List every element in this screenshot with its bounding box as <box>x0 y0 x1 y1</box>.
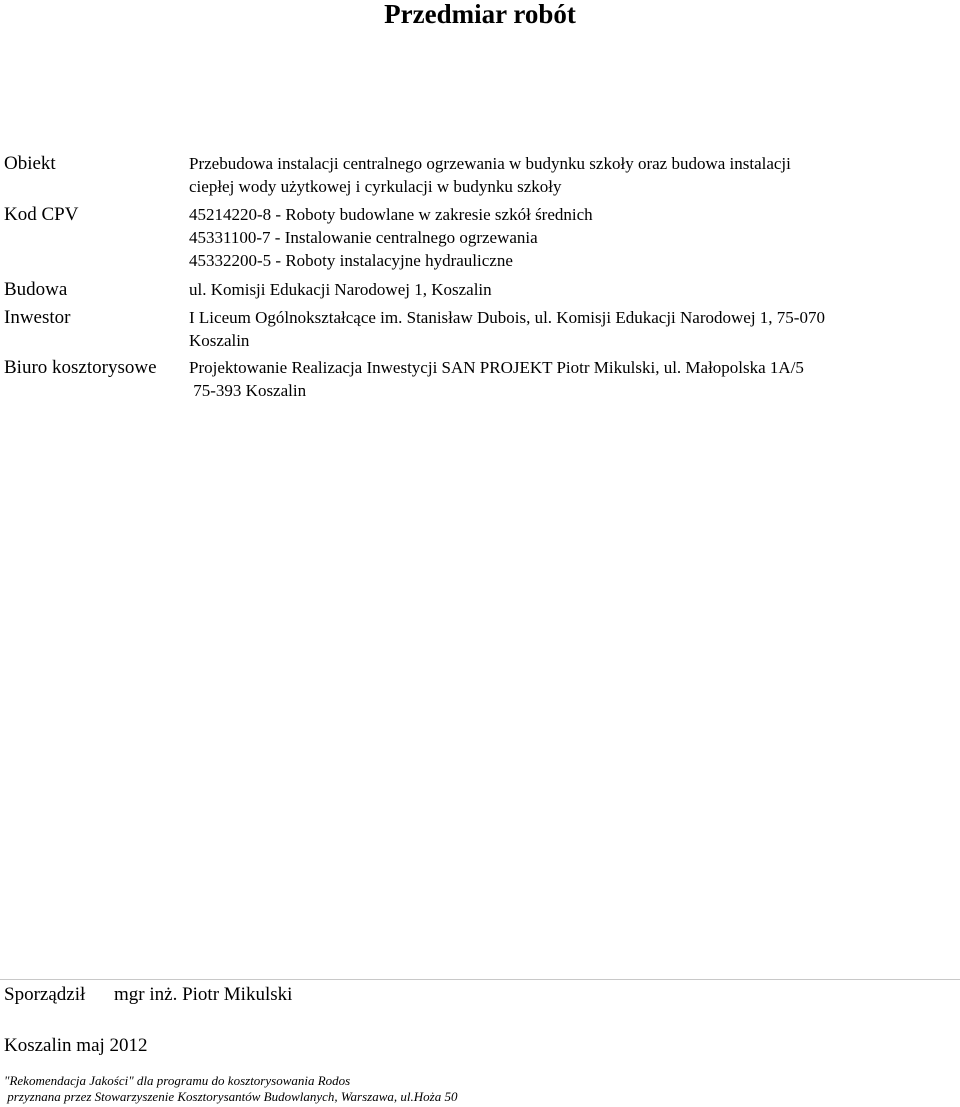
place-date: Koszalin maj 2012 <box>4 1035 148 1056</box>
field-label-inwestor: Inwestor <box>4 307 71 328</box>
field-value-line: 45332200-5 - Roboty instalacyjne hydrauliczne <box>189 251 513 270</box>
field-value-line: I Liceum Ogólnokształcące im. Stanisław Dubois, ul. Komisji Edukacji Narodowej 1, 75-070 <box>189 308 825 327</box>
signature-label: Sporządził <box>4 984 86 1005</box>
field-value-kod-cpv <box>189 203 593 272</box>
field-value-line: ul. Komisji Edukacji Narodowej 1, Koszalin <box>189 280 492 299</box>
signature-value: mgr inż. Piotr Mikulski <box>114 984 293 1005</box>
field-value-line: Koszalin <box>189 331 250 350</box>
footer-line-2: przyznana przez Stowarzyszenie Kosztorysantów Budowlanych, Warszawa, ul.Hoża 50 <box>4 1089 458 1104</box>
field-value-biuro <box>189 356 804 402</box>
field-label-kod-cpv: Kod CPV <box>4 204 79 225</box>
field-value-line: 45214220-8 - Roboty budowlane w zakresie szkół średnich <box>189 205 593 224</box>
footer-line-1: "Rekomendacja Jakości" dla programu do kosztorysowania Rodos <box>4 1073 351 1088</box>
field-value-inwestor <box>189 306 825 352</box>
signature-divider <box>0 979 960 980</box>
field-value-line: ciepłej wody użytkowej i cyrkulacji w budynku szkoły <box>189 177 562 196</box>
field-label-biuro: Biuro kosztorysowe <box>4 357 157 378</box>
field-value-line: Projektowanie Realizacja Inwestycji SAN PROJEKT Piotr Mikulski, ul. Małopolska 1A/5 <box>189 358 804 377</box>
field-value-line: 45331100-7 - Instalowanie centralnego ogrzewania <box>189 228 538 247</box>
page-title: Przedmiar robót <box>384 0 576 29</box>
field-value-line: 75-393 Koszalin <box>189 381 307 400</box>
field-label-obiekt: Obiekt <box>4 153 56 174</box>
field-value-budowa <box>189 278 492 301</box>
field-value-line: Przebudowa instalacji centralnego ogrzewania w budynku szkoły oraz budowa instalacji <box>189 154 791 173</box>
field-value-obiekt <box>189 152 791 198</box>
field-label-budowa: Budowa <box>4 279 68 300</box>
